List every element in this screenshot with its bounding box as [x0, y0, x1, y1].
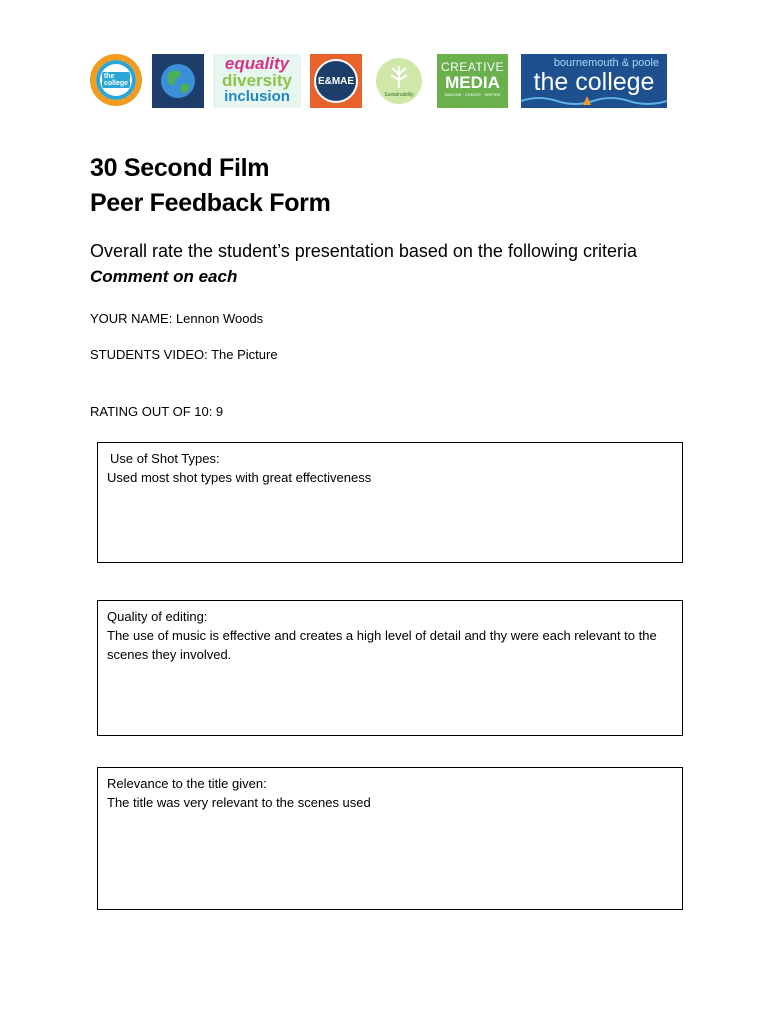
the-college-logo — [521, 54, 667, 108]
inclusion-text: inclusion — [224, 88, 290, 105]
relevance-box — [97, 767, 683, 910]
emae-text: E&MAE — [317, 75, 355, 87]
intro-text: Overall rate the student’s presentation based on the following criteria — [90, 241, 637, 261]
leaf-icon — [386, 64, 412, 90]
sustainability-badge — [376, 58, 422, 104]
sustainability-logo — [372, 54, 426, 108]
emae-logo — [310, 54, 362, 108]
wave-icon — [521, 95, 667, 107]
media-text: MEDIA — [445, 73, 500, 92]
logo-strip — [90, 54, 670, 110]
earth-logo — [152, 54, 204, 108]
college-badge-logo — [90, 54, 142, 106]
shot-types-box — [97, 442, 683, 563]
relevance-heading: Relevance to the title given: — [107, 776, 267, 791]
students-video-field: STUDENTS VIDEO: The Picture — [90, 347, 278, 362]
college-badge-inner — [102, 66, 130, 94]
equality-text: equality — [224, 54, 290, 73]
the-college-top-text: bournemouth & poole — [553, 57, 659, 69]
intro-emphasis: Comment on each — [90, 267, 238, 286]
shot-types-comment: Used most shot types with great effectiveness — [107, 470, 372, 485]
relevance-comment: The title was very relevant to the scenes used — [107, 795, 371, 810]
globe-icon — [152, 54, 204, 108]
equality-diversity-inclusion-logo — [213, 54, 301, 108]
your-name-field: YOUR NAME: Lennon Woods — [90, 311, 264, 326]
the-college-main-text: the college — [533, 68, 655, 96]
diversity-text: diversity — [222, 71, 292, 90]
college-badge-text: the college — [103, 73, 129, 87]
shot-types-heading: Use of Shot Types: — [110, 451, 220, 466]
creative-tagline: IMAGINE · CREATE · INSPIRE — [444, 92, 501, 97]
rating-field: RATING OUT OF 10: 9 — [90, 404, 224, 419]
editing-comment: The use of music is effective and creates a high level of detail and thy were each relevant to the scenes they involved. — [107, 628, 657, 662]
emae-badge — [314, 59, 358, 103]
form-title-line2: Peer Feedback Form — [90, 189, 331, 217]
sustainability-text: Sustainability — [384, 92, 414, 98]
editing-heading: Quality of editing: — [107, 609, 208, 624]
form-title-line1: 30 Second Film — [90, 154, 270, 182]
creative-text: CREATIVE — [440, 60, 505, 74]
editing-box — [97, 600, 683, 736]
creative-media-logo — [437, 54, 508, 108]
